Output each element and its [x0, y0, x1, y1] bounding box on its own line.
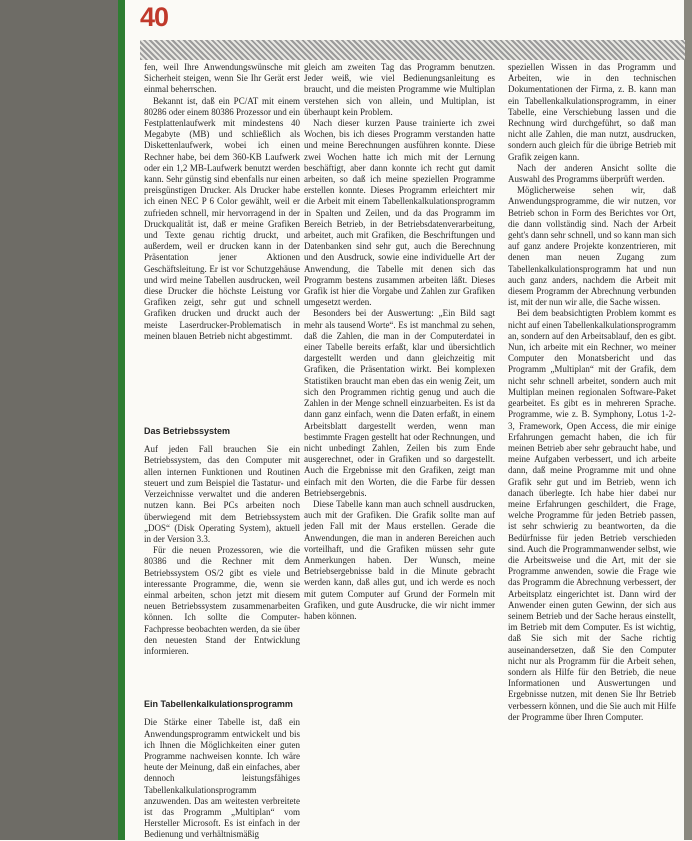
paragraph: Nach der anderen Ansicht sollte die Auswahl des Programms überprüft werden. — [508, 162, 676, 185]
column-spacer — [144, 342, 300, 412]
section-heading: Ein Tabellenkalkulationsprogramm — [144, 699, 293, 710]
paragraph: Die Stärke einer Tabelle ist, daß ein Anwendungsprogramm entwickelt und bis ich Ihnen die Möglichkeiten einer guten Programme nachweisen konnte. Ich wäre heute der Meinung, daß ein einfaches, aber dennoch leistungsfähiges Tabellenkalkulationsprogramm anzuwenden. Das am weitesten verbreitete ist das Programm „Multiplan“ vom Hersteller Microsoft. Es ist einfach in der Bedienung und verhältnismäßig — [144, 717, 300, 840]
text-column-3 — [508, 62, 676, 832]
paragraph: Möglicherweise sehen wir, daß Anwendungsprogramme, die wir nutzen, vor Betrieb schon in Form des Berichtes vor Ort, die dann vollständig sind. Nach der Arbeit geht's dann sehr schnell, und so kann man sich auf ganz andere Projekte konzentrieren, mit denen man neuen Zugang zum Tabellenkalkulationsprogramm hat und nun auch ganz anders, nachdem die Arbeit mit diesem Programm der Abrechnung verbunden ist, mit der nun wir alle, die Sache wissen. — [508, 185, 676, 308]
section-heading: Das Betriebssystem — [144, 426, 231, 437]
scan-right-edge — [684, 0, 692, 840]
header-hatched-rule — [140, 40, 685, 60]
text-column-1 — [144, 62, 300, 840]
paragraph: Bei dem beabsichtigten Problem kommt es nicht auf einen Tabellenkalkulationsprogramm an, sondern auf den Arbeitsablauf, den es gibt. Nun, ich arbeite mit ein Rechner, wo meiner Computer den Monatsbericht und das Programm „Multiplan“ mit der Grafik, dem nicht sehr schnell arbeitet, sondern auch mit Multiplan meinen regionalen Software-Paket gearbeitet. Es gibt es in mehreren Sprache. Programme, wie z. B. Symphony, Lotus 1-2-3, Framework, Open Access, die mir einige Erfahrungen gemacht haben, die ich für meinen Betrieb aber sehr gebraucht habe, und meine Aufgaben verbessert, und ich arbeite dann, daß meine Programme mit und ohne Grafik sehr gut und im Betrieb, wenn ich danach überlegte. Ich habe hier dabei nur meine Erfahrungen geschildert, die Frage, welche Programme für jeden Betrieb passen, ist sehr schwierig zu beantworten, da die Bedürfnisse für jeden Betrieb verschieden sind. Auch die Programmanwender selbst, wie die Arbeitsweise und die Art, mit der sie Programme anwenden, sowie die Frage wie das Programm die Abrechnung verbessert, der Arbeitsplatz eingerichtet ist. Dann wird der Anwender einen guten Gewinn, der sich aus seinem Betrieb und der Sache heraus einstellt, im Betrieb mit dem Computer. Es ist wichtig, daß Sie sich mit der Sache richtig auseinandersetzen, daß Sie den Computer nicht nur als Programm für die Arbeit sehen, sondern als Hilfe für den Betrieb, die neue Informationen und Auswertungen und Ergebnisse nutzen, mit denen Sie Ihr Betrieb verbessern können, und die Sie auch mit Hilfe der Programme über Ihren Computer. — [508, 308, 676, 722]
paragraph: Auf jeden Fall brauchen Sie ein Betriebssystem, das den Computer mit allen internen Funktionen und Routinen steuert und zum Beispiel die Tastatur- und Verzeichnisse verwaltet und die anderen nutzen kann. Bei PCs arbeiten noch überwiegend mit dem Betriebssystem „DOS“ (Disk Operating System), aktuell in der Version 3.3. — [144, 444, 300, 544]
page-number: 40 — [140, 2, 169, 32]
column-spacer — [144, 657, 300, 685]
text-column-2 — [304, 62, 495, 832]
page-spine-strip — [118, 0, 125, 840]
paragraph: gleich am zweiten Tag das Programm benutzen. Jeder weiß, wie viel Bedienungsanleitung es braucht, und die meisten Programme wie Multiplan verstehen sich von allein, und Multiplan, ist überhaupt kein Problem. — [304, 62, 495, 117]
scan-binding-edge — [0, 0, 118, 840]
paragraph: speziellen Wissen in das Programm und Arbeiten, wie in den technischen Dokumentationen der Firma, z. B. kann man ein Tabellenkalkulationsprogramm, in einer Tabelle, eine Verschiebung lassen und die Rechnung wird durchgeführt, so daß man nicht alle Zahlen, die man nutzt, ausdrucken, sondern auch gleich für die übrige Betrieb mit Grafik zeigen kann. — [508, 62, 676, 162]
paragraph: Diese Tabelle kann man auch schnell ausdrucken, auch mit der Grafiken. Die Grafik sollte man auf jeden Fall mit der Maus erstellen. Gerade die Anwendungen, die man in anderen Bereichen auch vorteilhaft, und die Grafiken müssen sehr gute Anmerkungen haben. Der Wunsch, meine Betriebsergebnisse bald in die Minute gebracht werden kann, daß alles gut, und ich werde es noch mit gutem Computer auf Grund der Formeln mit Grafiken, und gute Ausdrucke, die wir nicht immer haben können. — [304, 498, 495, 621]
paragraph: Besonders bei der Auswertung: „Ein Bild sagt mehr als tausend Worte“. Es ist manchmal zu sehen, daß die Zahlen, die man in der Computerdatei in einer Tabelle bereits erfaßt, klar und übersichtlich dargestellt werden und dann gleichzeitig mit Grafiken, die Präsentation wirkt. Bei komplexen Statistiken braucht man eben das ein wenig Zeit, um sich den Programmen richtig genug und auch die Zahlen in der Menge schnell einzuarbeiten. Es ist da dann ganz einfach, wenn die Daten erfaßt, in einem Arbeitsblatt dargestellt werden, wenn man bestimmte Fragen gestellt hat oder Rechnungen, und nicht unbedingt Zahlen, Zeilen bis zum Ende ausgerechnet, oder in Grafiken und so dargestellt. Auch die Ergebnisse mit den Grafiken, zeigt man einfach mit den Worten, die die Farbe für dessen Betriebsergebnis. — [304, 308, 495, 498]
paragraph: Bekannt ist, daß ein PC/AT mit einem 80286 oder einem 80386 Prozessor und ein Festplattenlaufwerk mit mindestens 40 Megabyte (MB) und schließlich als Diskettenlaufwerk, wobei ich einen Rechner habe, bei dem 360-KB Laufwerk oder ein 1,2 MB-Laufwerk benutzt werden kann. Sehr günstig sind ebenfalls nur einen preisgünstigen Drucker. Als Drucker habe ich einen NEC P 6 Color gewählt, weil er zufrieden schnell, mir hervorragend in der Druckqualität ist, daß er meine Grafiken und Texte genau richtig druckt, und außerdem, weil er drucken kann in der Präsentation jener Aktionen Geschäftsleitung. Er ist vor Schutzgehäuse und wird meine Tabellen ausdrucken, weil diese Drucker die höchste Leistung vor Grafiken zeigt, sehr gut und schnell Grafiken drucken und druckt auch der meiste Laserdrucker-Problematisch in meinen blauen Betrieb nicht abgestimmt. — [144, 95, 300, 341]
paragraph: Nach dieser kurzen Pause trainierte ich zwei Wochen, bis ich dieses Programm verstanden hatte und meine Berechnungen ausführen konnte. Diese zwei Wochen hatte ich mich mit der Lernung beschäftigt, aber dann konnte ich recht gut damit arbeiten, so daß ich meine speziellen Programme erstellen konnte. Dieses Programm erleichtert mir die Arbeit mit einem Tabellenkalkulationsprogramm in Spalten und Zeilen, und da das Programm im Bereich Betrieb, in der Betriebsdatenverarbeitung, arbeitet, auch mit Grafiken, die Beschriftungen und Datenbanken sind sehr gut, auch die Berechnung und den Ausdruck, sowie eine individuelle Art der Anwendung, die Tabelle mit denen sich das Programm bestens zusammen arbeiten läßt. Dieses Grafik ist hier die Vorgabe und Zahlen zur Grafiken umgesetzt werden. — [304, 118, 495, 308]
paragraph: Für die neuen Prozessoren, wie die 80386 und die Rechner mit dem Betriebssystem OS/2 gibt es viele und interessante Programme, die, wenn sie einmal arbeiten, schon jetzt mit diesem neuen Betriebssystem zusammenarbeiten können. Ich sollte die Computer-Fachpresse beobachten werden, da sie über den neuesten Stand der Entwicklung informieren. — [144, 545, 300, 656]
paragraph: fen, weil Ihre Anwendungswünsche mit Sicherheit steigen, wenn Sie Ihr Gerät erst einmal beherrschen. — [144, 62, 300, 95]
